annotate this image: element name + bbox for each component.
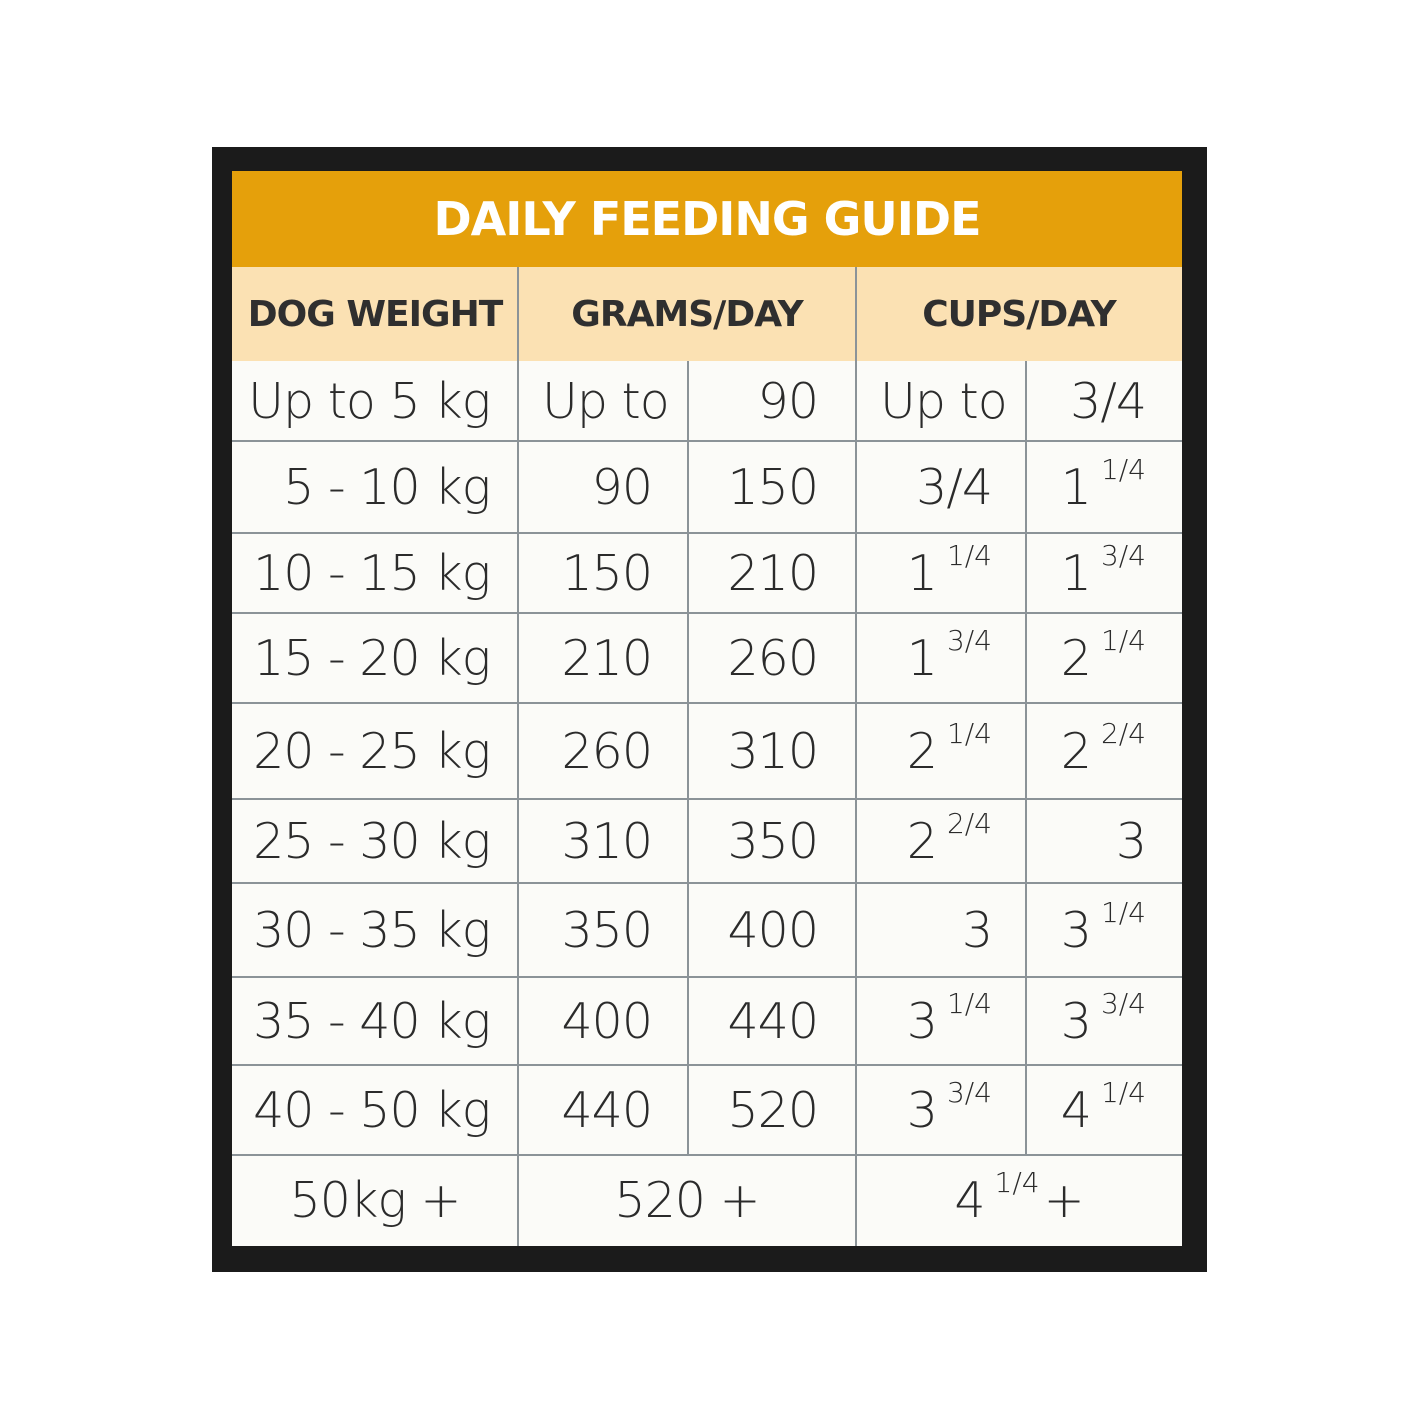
feeding-guide-table (232, 171, 1182, 1246)
cell-value: 520 + (614, 1172, 760, 1229)
cell-grams-to (688, 361, 818, 441)
cell-fraction: 1/4 (994, 1166, 1040, 1199)
header-row (232, 267, 1182, 361)
cell-fraction: 1/4 (1100, 452, 1146, 486)
cell-value: 30 - 35 kg (253, 901, 490, 959)
cell-grams-to (688, 703, 818, 799)
feeding-guide-frame (212, 147, 1207, 1272)
cell-grams-from (518, 533, 652, 613)
cell-value: 400 (561, 992, 652, 1050)
cell-fraction: 1/4 (946, 716, 992, 750)
cell-cups-to (1026, 977, 1146, 1065)
cell-weight (232, 799, 490, 883)
cell-fraction: 1/4 (1100, 895, 1146, 929)
cell-value: Up to (542, 372, 669, 430)
cell-weight (232, 613, 490, 703)
cell-value: 2 (906, 812, 937, 870)
cell-value: 2 (1060, 629, 1091, 687)
cell-fraction: 1/4 (946, 986, 992, 1020)
cell-grams-from (518, 799, 652, 883)
cell-grams-to (688, 441, 818, 533)
cell-value: 1 (906, 544, 937, 602)
cell-value: 260 (727, 629, 818, 687)
cell-fraction: 3/4 (946, 623, 992, 657)
cell-grams-to (688, 799, 818, 883)
cell-weight (232, 883, 490, 977)
cell-cups-from (856, 977, 992, 1065)
cell-value: 50kg + (289, 1172, 461, 1229)
cell-cups-from (856, 533, 992, 613)
cell-fraction: 2/4 (946, 806, 992, 840)
cell-fraction: 1/4 (1100, 623, 1146, 657)
cell-value: 90 (591, 458, 652, 516)
cell-fraction: 2/4 (1100, 716, 1146, 750)
cell-fraction: 3/4 (946, 1075, 992, 1109)
cell-grams-to (688, 613, 818, 703)
cell-value: 1 (1060, 458, 1091, 516)
cell-grams-from (518, 441, 652, 533)
cell-value: 2 (1060, 722, 1091, 780)
cell-value: 3 (1060, 992, 1091, 1050)
cell-cups-from (856, 361, 1026, 441)
cell-value: 150 (561, 544, 652, 602)
cell-grams-from (518, 361, 688, 441)
cell-grams-from (518, 1065, 652, 1155)
cell-value: 210 (561, 629, 652, 687)
cell-fraction: 3/4 (1100, 986, 1146, 1020)
cell-value: 20 - 25 kg (253, 722, 490, 780)
cell-value: 210 (727, 544, 818, 602)
cell-value: 350 (561, 901, 652, 959)
cell-value: 15 - 20 kg (253, 629, 490, 687)
cell-weight (232, 441, 490, 533)
cell-cups-from (856, 799, 992, 883)
cell-cups-from (856, 613, 992, 703)
cell-weight (232, 703, 490, 799)
cell-weight (232, 361, 490, 441)
cell-last-cups (856, 1155, 1182, 1246)
cell-value: 4 (954, 1172, 985, 1229)
cell-value: 3 (906, 1081, 937, 1139)
cell-value: 260 (561, 722, 652, 780)
cell-value: 3 (906, 992, 937, 1050)
cell-value: 350 (727, 812, 818, 870)
cell-value: 310 (727, 722, 818, 780)
cell-fraction: 1/4 (1100, 1075, 1146, 1109)
cell-value: 3/4 (916, 458, 992, 516)
cell-cups-to (1026, 799, 1146, 883)
cell-cups-to (1026, 613, 1146, 703)
cell-value: 150 (727, 458, 818, 516)
cell-cups-to (1026, 533, 1146, 613)
cell-cups-to (1026, 703, 1146, 799)
cell-value: 5 - 10 kg (283, 458, 490, 516)
cell-value: 440 (727, 992, 818, 1050)
cell-value: 25 - 30 kg (253, 812, 490, 870)
cell-value: 1 (1060, 544, 1091, 602)
cell-cups-to (1026, 1065, 1146, 1155)
cell-value: Up to (880, 372, 1007, 430)
cell-grams-from (518, 613, 652, 703)
cell-cups-from (856, 441, 992, 533)
table-title: DAILY FEEDING GUIDE (433, 192, 981, 246)
cell-last-grams (518, 1155, 856, 1246)
cell-value: 1 (906, 629, 937, 687)
cell-value: 400 (727, 901, 818, 959)
cell-value: 4 (1060, 1081, 1091, 1139)
cell-grams-to (688, 533, 818, 613)
cell-value: 3 (1115, 812, 1146, 870)
cell-cups-to (1026, 883, 1146, 977)
cell-grams-to (688, 977, 818, 1065)
cell-grams-to (688, 883, 818, 977)
cell-last-weight (232, 1155, 518, 1246)
cell-value: 3/4 (1070, 372, 1146, 430)
cell-weight (232, 977, 490, 1065)
cell-value: 40 - 50 kg (253, 1081, 490, 1139)
cell-fraction: 1/4 (946, 538, 992, 572)
cell-grams-from (518, 883, 652, 977)
title-bar (232, 171, 1182, 267)
cell-value: 90 (757, 372, 818, 430)
cell-grams-from (518, 977, 652, 1065)
header-grams-day: GRAMS/DAY (571, 293, 803, 335)
cell-value: Up to 5 kg (248, 372, 490, 430)
cell-value: 3 (961, 901, 992, 959)
cell-grams-to (688, 1065, 818, 1155)
cell-cups-to (1026, 361, 1146, 441)
cell-value: 440 (561, 1081, 652, 1139)
cell-value: 35 - 40 kg (253, 992, 490, 1050)
cell-value: 310 (561, 812, 652, 870)
cell-plus: + (1043, 1172, 1084, 1229)
cell-cups-to (1026, 441, 1146, 533)
cell-value: 10 - 15 kg (253, 544, 490, 602)
cell-fraction: 3/4 (1100, 538, 1146, 572)
cell-weight (232, 533, 490, 613)
cell-value: 2 (906, 722, 937, 780)
cell-value: 520 (727, 1081, 818, 1139)
cell-value: 3 (1060, 901, 1091, 959)
cell-grams-from (518, 703, 652, 799)
header-dog-weight: DOG WEIGHT (247, 293, 503, 335)
cell-cups-from (856, 883, 992, 977)
cell-cups-from (856, 1065, 992, 1155)
header-cups-day: CUPS/DAY (922, 293, 1116, 335)
cell-cups-from (856, 703, 992, 799)
cell-weight (232, 1065, 490, 1155)
